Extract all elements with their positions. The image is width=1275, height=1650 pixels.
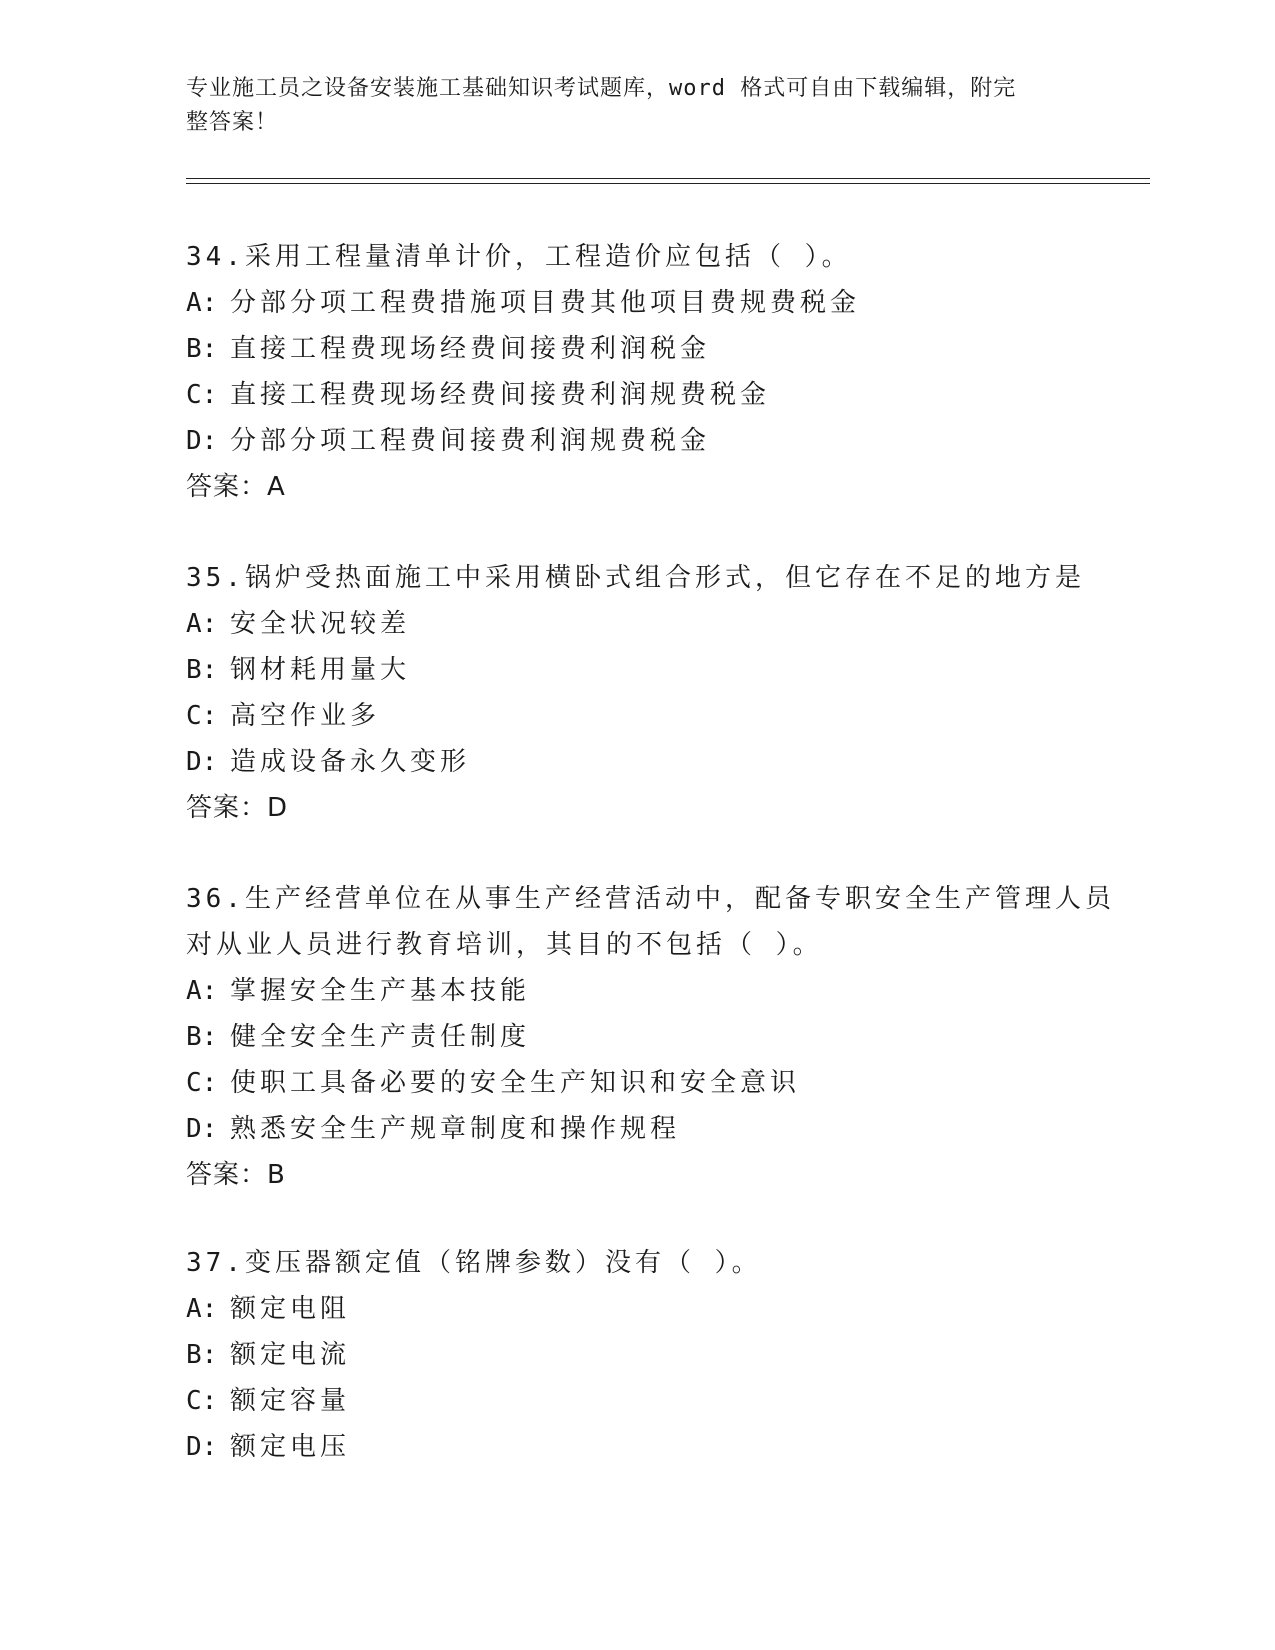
option-letter: C: — [186, 380, 218, 410]
answer-text: 答案：A — [186, 472, 286, 502]
option-b — [186, 647, 1186, 693]
option-letter: A: — [186, 1294, 218, 1324]
option-text: 直接工程费现场经费间接费利润税金 — [230, 334, 711, 364]
option-letter: C: — [186, 1386, 218, 1416]
option-text: 高空作业多 — [230, 701, 381, 731]
question-35 — [186, 555, 1186, 831]
option-text: 额定电流 — [230, 1340, 351, 1370]
answer-text: 答案：B — [186, 1160, 286, 1190]
option-text: 安全状况较差 — [230, 609, 411, 639]
option-d — [186, 418, 1186, 464]
option-a — [186, 601, 1186, 647]
option-text: 掌握安全生产基本技能 — [230, 976, 531, 1006]
question-text-line-1: 36.生产经营单位在从事生产经营活动中，配备专职安全生产管理人员 — [186, 884, 1115, 914]
option-letter: D: — [186, 747, 218, 777]
option-text: 直接工程费现场经费间接费利润规费税金 — [230, 380, 771, 410]
option-text: 使职工具备必要的安全生产知识和安全意识 — [230, 1068, 801, 1098]
option-text: 健全安全生产责任制度 — [230, 1022, 531, 1052]
option-c — [186, 1378, 1186, 1424]
question-37 — [186, 1240, 1186, 1470]
option-d — [186, 1424, 1186, 1470]
header-line-1: 专业施工员之设备安装施工基础知识考试题库，word 格式可自由下载编辑，附完 — [186, 76, 1017, 101]
question-36 — [186, 876, 1186, 1198]
option-b — [186, 1014, 1186, 1060]
option-a — [186, 968, 1186, 1014]
header-divider-top — [186, 178, 1150, 179]
document-header — [186, 72, 1086, 140]
option-a — [186, 1286, 1186, 1332]
option-text: 额定容量 — [230, 1386, 351, 1416]
option-letter: B: — [186, 1022, 218, 1052]
option-b — [186, 1332, 1186, 1378]
option-letter: C: — [186, 1068, 218, 1098]
option-d — [186, 739, 1186, 785]
option-letter: A: — [186, 288, 218, 318]
option-c — [186, 372, 1186, 418]
option-text: 分部分项工程费间接费利润规费税金 — [230, 426, 711, 456]
option-c — [186, 1060, 1186, 1106]
option-letter: B: — [186, 1340, 218, 1370]
option-c — [186, 693, 1186, 739]
answer-text: 答案：D — [186, 793, 289, 823]
option-text: 分部分项工程费措施项目费其他项目费规费税金 — [230, 288, 861, 318]
option-text: 造成设备永久变形 — [230, 747, 471, 777]
option-text: 额定电压 — [230, 1432, 351, 1462]
option-letter: B: — [186, 334, 218, 364]
option-letter: A: — [186, 609, 218, 639]
option-letter: A: — [186, 976, 218, 1006]
option-letter: D: — [186, 426, 218, 456]
option-a — [186, 280, 1186, 326]
option-b — [186, 326, 1186, 372]
option-text: 额定电阻 — [230, 1294, 351, 1324]
option-d — [186, 1106, 1186, 1152]
question-text-line-2: 对从业人员进行教育培训，其目的不包括（ ）。 — [186, 930, 823, 960]
header-line-2: 整答案！ — [186, 110, 279, 135]
option-text: 钢材耗用量大 — [230, 655, 411, 685]
option-letter: B: — [186, 655, 218, 685]
question-text: 35.锅炉受热面施工中采用横卧式组合形式，但它存在不足的地方是 — [186, 563, 1085, 593]
header-divider-bottom — [186, 183, 1150, 184]
option-letter: D: — [186, 1432, 218, 1462]
question-text: 37.变压器额定值（铭牌参数）没有（ ）。 — [186, 1248, 762, 1278]
option-letter: C: — [186, 701, 218, 731]
question-text: 34.采用工程量清单计价，工程造价应包括（ ）。 — [186, 242, 852, 272]
question-34 — [186, 234, 1186, 510]
option-letter: D: — [186, 1114, 218, 1144]
option-text: 熟悉安全生产规章制度和操作规程 — [230, 1114, 681, 1144]
